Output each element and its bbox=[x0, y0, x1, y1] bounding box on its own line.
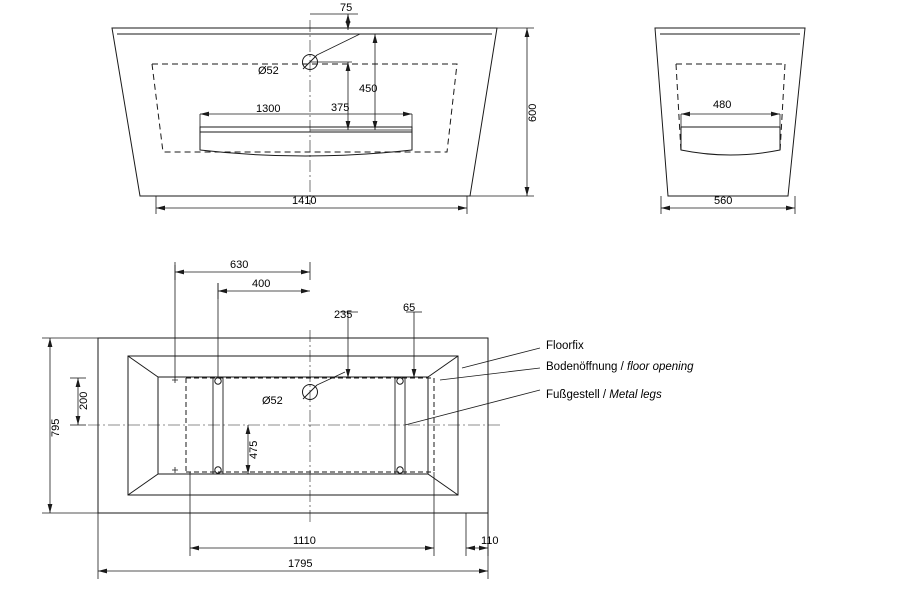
dim-label-1795: 1795 bbox=[288, 558, 313, 570]
front-view-dimensions bbox=[156, 14, 534, 214]
legend-floorfix: Floorfix bbox=[546, 340, 584, 352]
dim-label-560: 560 bbox=[714, 195, 733, 207]
dim-label-75: 75 bbox=[340, 2, 353, 14]
dim-label-480: 480 bbox=[713, 99, 732, 111]
legend-floor-opening-en: floor opening bbox=[627, 361, 694, 373]
legend-floor-opening-de: Bodenöffnung / bbox=[546, 361, 624, 373]
dim-label-450: 450 bbox=[359, 83, 378, 95]
dim-label-630: 630 bbox=[230, 259, 249, 271]
front-view-outline bbox=[112, 28, 497, 196]
dim-label-1410: 1410 bbox=[292, 195, 317, 207]
legend-metal-legs-de: Fußgestell / bbox=[546, 389, 607, 401]
dim-label-475: 475 bbox=[248, 440, 260, 459]
legend-floor-opening bbox=[546, 362, 694, 374]
dim-label-600: 600 bbox=[527, 103, 539, 122]
dim-label-1110: 1110 bbox=[293, 535, 316, 547]
dim-label-795: 795 bbox=[50, 418, 62, 437]
dim-label-diameter-52-plan: Ø52 bbox=[262, 395, 283, 407]
dim-label-110: 110 bbox=[481, 535, 499, 547]
dim-label-1300: 1300 bbox=[256, 103, 281, 115]
dim-label-375: 375 bbox=[331, 102, 350, 114]
legend-metal-legs bbox=[546, 390, 662, 402]
plan-view-outline bbox=[88, 330, 500, 525]
legend-leaders bbox=[405, 348, 540, 425]
dim-label-200: 200 bbox=[78, 391, 90, 410]
legend-metal-legs-en: Metal legs bbox=[609, 389, 662, 401]
dim-label-235: 235 bbox=[334, 309, 353, 321]
dim-label-400: 400 bbox=[252, 278, 271, 290]
side-view-outline bbox=[655, 28, 805, 196]
dim-label-65: 65 bbox=[403, 302, 416, 314]
dim-label-diameter-52-front: Ø52 bbox=[258, 65, 279, 77]
